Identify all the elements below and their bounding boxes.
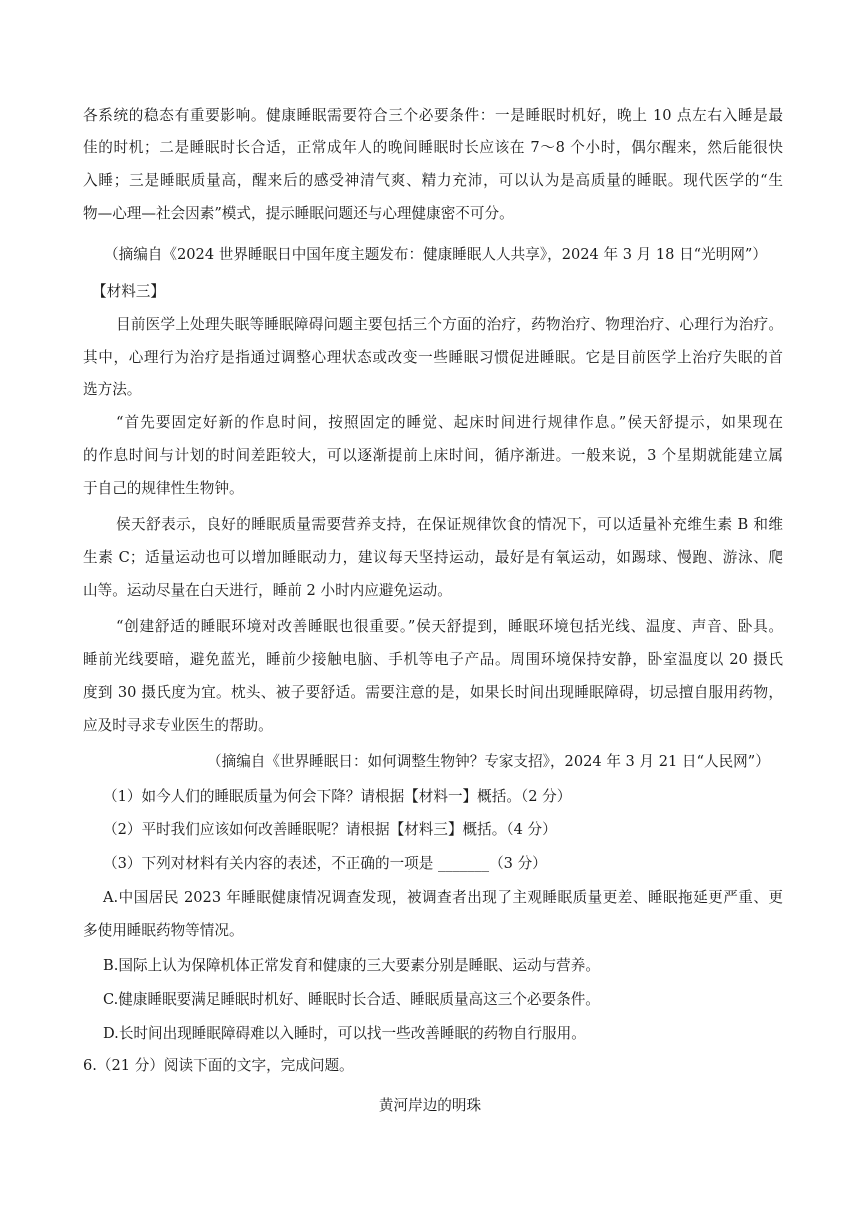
option-a: A.中国居民 2023 年睡眠健康情况调查发现，被调查者出现了主观睡眠质量更差、睡眠拖延更严重、更 xyxy=(103,889,783,906)
source-citation: （摘编自《2024 世界睡眠日中国年度主题发布：健康睡眠人人共享》，2024 年 3 月 18 日“光明网”） xyxy=(104,246,767,263)
paragraph-line: “首先要固定好新的作息时间，按照固定的睡觉、起床时间进行规律作息。”侯天舒提示，如果现在 xyxy=(116,414,783,431)
paragraph-line: 目前医学上处理失眠等睡眠障碍问题主要包括三个方面的治疗，药物治疗、物理治疗、心理行为治疗。 xyxy=(116,316,783,333)
section-heading: 【材料三】 xyxy=(92,283,165,300)
option-a-continued: 多使用睡眠药物等情况。 xyxy=(83,922,244,939)
paragraph-line: 睡前光线要暗，避免蓝光，睡前少接触电脑、手机等电子产品。周围环境保持安静，卧室温度以 20 摄氏 xyxy=(83,651,783,668)
paragraph-line: 度到 30 摄氏度为宜。枕头、被子要舒适。需要注意的是，如果长时间出现睡眠障碍，切忌擅自服用药物， xyxy=(83,684,783,701)
option-d: D.长时间出现睡眠障碍难以入睡时，可以找一些改善睡眠的药物自行服用。 xyxy=(103,1025,586,1042)
source-citation: （摘编自《世界睡眠日：如何调整生物钟？专家支招》，2024 年 3 月 21 日“人民网”） xyxy=(207,753,770,770)
question-6-heading: 6.（21 分）阅读下面的文字，完成问题。 xyxy=(83,1057,354,1074)
paragraph-line: 各系统的稳态有重要影响。健康睡眠需要符合三个必要条件：一是睡眠时机好，晚上 10 点左右入睡是最 xyxy=(83,107,783,124)
article-title: 黄河岸边的明珠 xyxy=(378,1097,482,1114)
option-b: B.国际上认为保障机体正常发育和健康的三大要素分别是睡眠、运动与营养。 xyxy=(103,957,600,974)
paragraph-line: 入睡；三是睡眠质量高，醒来后的感受神清气爽、精力充沛，可以认为是高质量的睡眠。现代医学的“生 xyxy=(83,172,783,189)
paragraph-line: 选方法。 xyxy=(83,381,142,398)
paragraph-line: 物—心理—社会因素”模式，提示睡眠问题还与心理健康密不可分。 xyxy=(83,205,514,222)
paragraph-line: 的作息时间与计划的时间差距较大，可以逐渐提前上床时间，循序渐进。一般来说，3 个星期就能建立属 xyxy=(83,447,783,464)
question-1: （1）如今人们的睡眠质量为何会下降？请根据【材料一】概括。（2 分） xyxy=(103,788,572,805)
paragraph-line: 其中，心理行为治疗是指通过调整心理状态或改变一些睡眠习惯促进睡眠。它是目前医学上治疗失眠的首 xyxy=(83,349,783,366)
paragraph-line: 山等。运动尽量在白天进行，睡前 2 小时内应避免运动。 xyxy=(83,582,452,599)
paragraph-line: 于自己的规律性生物钟。 xyxy=(83,480,244,497)
question-2: （2）平时我们应该如何改善睡眠呢？请根据【材料三】概括。（4 分） xyxy=(103,821,557,838)
paragraph-line: 侯天舒表示，良好的睡眠质量需要营养支持，在保证规律饮食的情况下，可以适量补充维生素 B 和维 xyxy=(116,516,783,533)
option-c: C.健康睡眠要满足睡眠时机好、睡眠时长合适、睡眠质量高这三个必要条件。 xyxy=(103,991,600,1008)
question-3: （3）下列对材料有关内容的表述，不正确的一项是 _______（3 分） xyxy=(103,855,547,872)
paragraph-line: 生素 C；适量运动也可以增加睡眠动力，建议每天坚持运动，最好是有氧运动，如踢球、慢跑、游泳、爬 xyxy=(83,549,783,566)
paragraph-line: 佳的时机；二是睡眠时长合适，正常成年人的晚间睡眠时长应该在 7～8 个小时，偶尔醒来，然后能很快 xyxy=(83,139,783,156)
paragraph-line: “创建舒适的睡眠环境对改善睡眠也很重要。”侯天舒提到，睡眠环境包括光线、温度、声音、卧具。 xyxy=(116,618,783,635)
paragraph-line: 应及时寻求专业医生的帮助。 xyxy=(83,717,273,734)
